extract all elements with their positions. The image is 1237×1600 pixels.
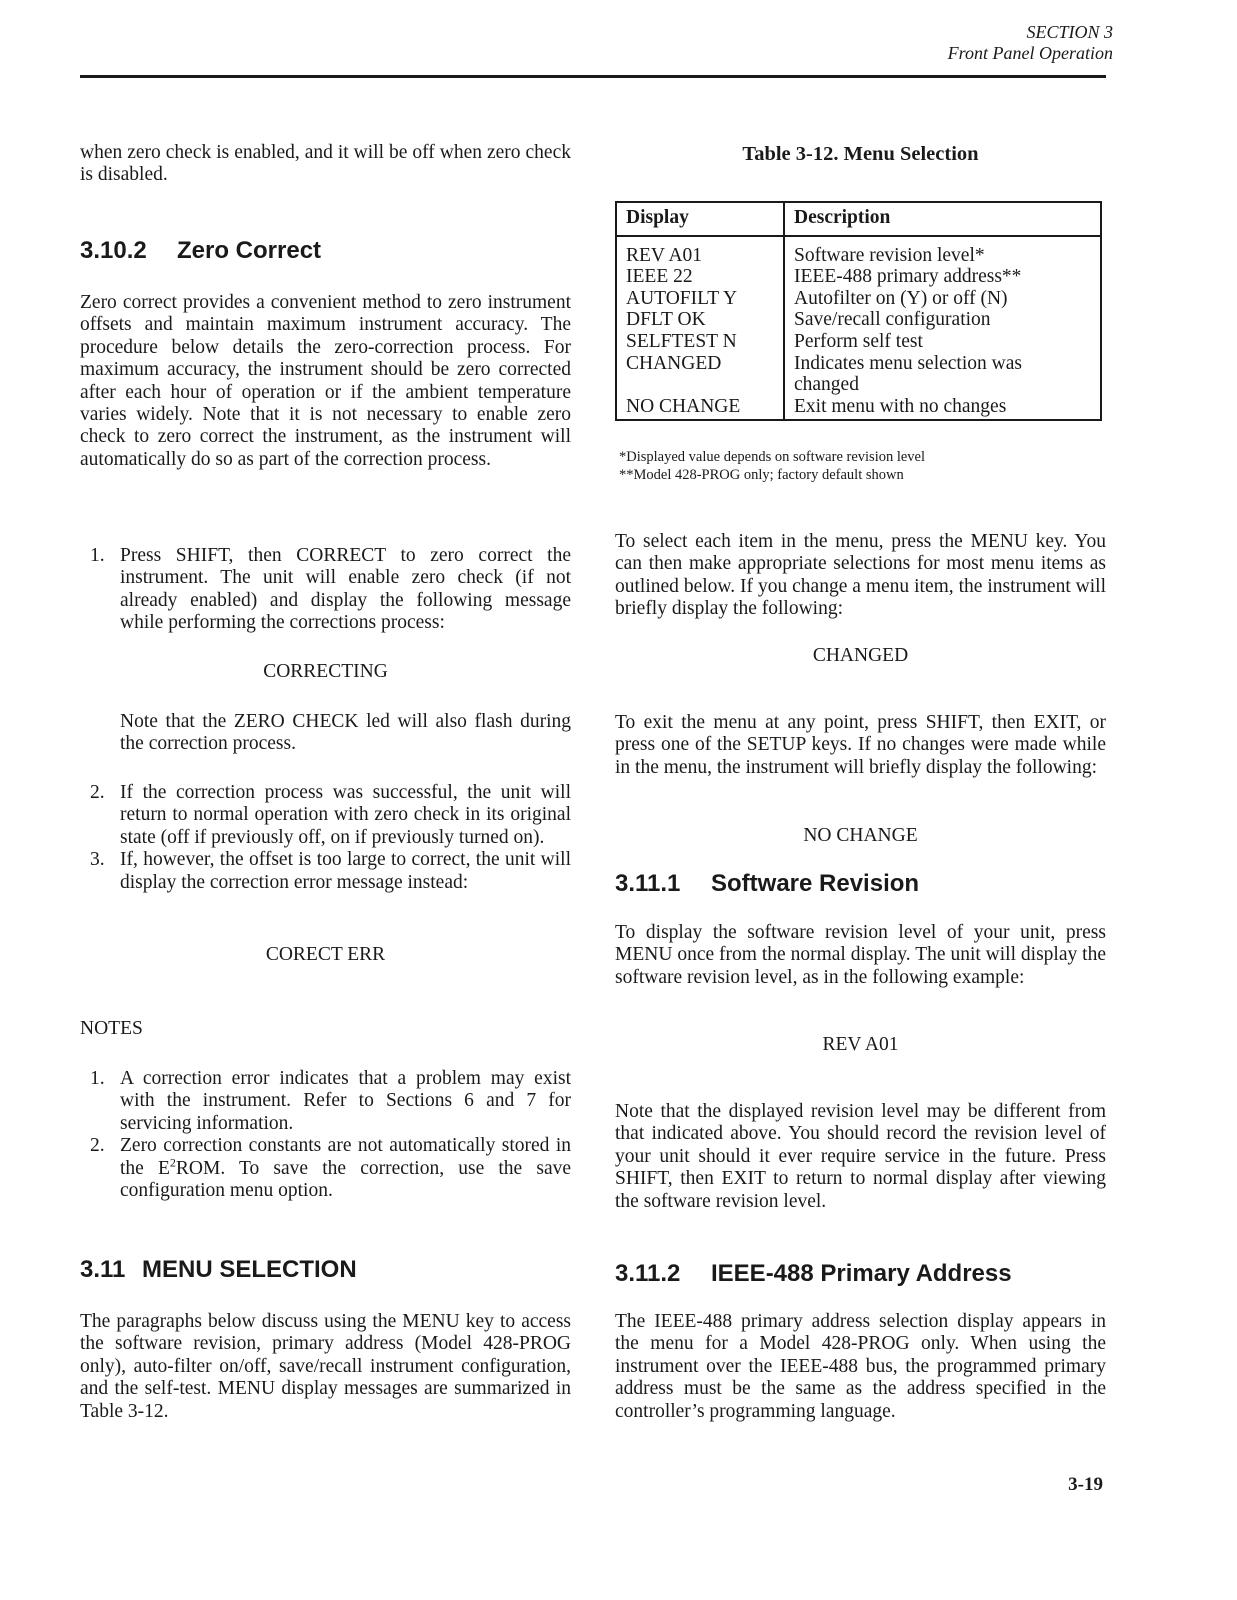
revision-note-paragraph: Note that the displayed revision level may be different from that indicated above. You should record the revision level of your unit should it ever require service in the future. Press SHIFT, then EXIT to return to normal display after viewing the software revision level. [615, 1101, 1106, 1212]
zero-correct-steps-a [80, 545, 571, 635]
table-footnote-1: *Displayed value depends on software revision level [619, 449, 926, 465]
heading-title: Zero Correct [177, 237, 322, 264]
list-item: 2. Zero correction constants are not automatically stored in the $E^2ROM$. To save the correction, use the save configuration menu option. [90, 1135, 572, 1202]
display-message-no-change: NO CHANGE [803, 825, 918, 846]
list-item: 3. If, however, the offset is too large to correct, the unit will display the correction error message instead: [90, 849, 571, 893]
display-message-correcting: CORRECTING [263, 661, 388, 682]
notes-label: NOTES [80, 1018, 143, 1039]
zero-check-note: Note that the ZERO CHECK led will also flash during the correction process. [120, 711, 571, 755]
heading-3-10-2 [80, 237, 321, 265]
heading-3-11 [80, 1256, 357, 1284]
page-number: 3-19 [1068, 1474, 1103, 1495]
table-caption: Table 3-12. Menu Selection [742, 143, 979, 165]
zero-correct-steps-b [80, 782, 571, 894]
menu-selection-table [615, 201, 1102, 421]
ieee-address-paragraph: The IEEE-488 primary address selection display appears in the menu for a Model 428-PROG only. When using the instrument over the IEEE-488 bus, the programmed primary address must be the same as the address specified in the controller’s programming language. [615, 1311, 1106, 1422]
section-subtitle: Front Panel Operation [947, 43, 1113, 63]
heading-number: 3.11.1 [615, 870, 681, 897]
notes-list [80, 1068, 571, 1202]
display-message-rev: REV A01 [822, 1034, 899, 1055]
intro-paragraph: when zero check is enabled, and it will be off when zero check is disabled. [80, 142, 571, 186]
heading-number: 3.11.2 [615, 1260, 681, 1287]
list-item: 2. If the correction process was successful, the unit will return to normal operation with zero check in its original state (off if previously off, on if previously turned on). [90, 782, 571, 848]
heading-title: MENU SELECTION [142, 1256, 357, 1283]
menu-selection-paragraph: The paragraphs below discuss using the MENU key to access the software revision, primary address (Model 428-PROG only), auto-filter on/off, save/recall instrument configuration, and the self-test. MENU display messages are summarized in Table 3-12. [80, 1311, 571, 1422]
column-header-description: Description [784, 202, 1101, 236]
display-message-corect-err: CORECT ERR [265, 944, 386, 965]
heading-3-11-1 [615, 870, 919, 898]
heading-title: Software Revision [711, 870, 920, 897]
column-header-display: Display [616, 202, 784, 236]
list-item: 1. Press SHIFT, then CORRECT to zero correct the instrument. The unit will enable zero check (if not already enabled) and display the following message while performing the corrections process: [90, 545, 571, 634]
list-item: 1. A correction error indicates that a problem may exist with the instrument. Refer to Sections 6 and 7 for servicing information. [90, 1068, 571, 1134]
heading-number: 3.11 [80, 1256, 126, 1283]
heading-title: IEEE-488 Primary Address [711, 1260, 1012, 1287]
section-label: SECTION 3 [1026, 22, 1113, 42]
display-message-changed: CHANGED [812, 645, 909, 666]
zero-correct-paragraph: Zero correct provides a convenient method to zero instrument offsets and maintain maximum instrument accuracy. The procedure below details the zero-correction process. For maximum accuracy, the instrument should be zero corrected after each hour of operation or if the ambient temperature varies widely. Note that it is not necessary to enable zero check to zero correct the instrument, as the instrument will automatically do so as part of the correction process. [80, 292, 571, 470]
header-rule [80, 75, 1106, 78]
description-cells: Software revision level* IEEE-488 primary address** Autofilter on (Y) or off (N) Save/recall configuration Perform self test Indicates menu selection was changed Exit menu with no changes [784, 236, 1101, 421]
software-revision-paragraph: To display the software revision level of your unit, press MENU once from the normal display. The unit will display the software revision level, as in the following example: [615, 922, 1106, 988]
table-row [616, 236, 1101, 421]
heading-3-11-2 [615, 1260, 1012, 1288]
heading-number: 3.10.2 [80, 237, 147, 264]
menu-exit-paragraph: To exit the menu at any point, press SHIFT, then EXIT, or press one of the SETUP keys. If no changes were made while in the menu, the instrument will briefly display the following: [615, 712, 1106, 778]
table-footnote-2: **Model 428-PROG only; factory default shown [619, 467, 904, 483]
display-cells: REV A01 IEEE 22 AUTOFILT Y DFLT OK SELFTEST N CHANGED NO CHANGE [616, 236, 784, 421]
menu-select-paragraph: To select each item in the menu, press the MENU key. You can then make appropriate selections for most menu items as outlined below. If you change a menu item, the instrument will briefly display the following: [615, 531, 1106, 620]
